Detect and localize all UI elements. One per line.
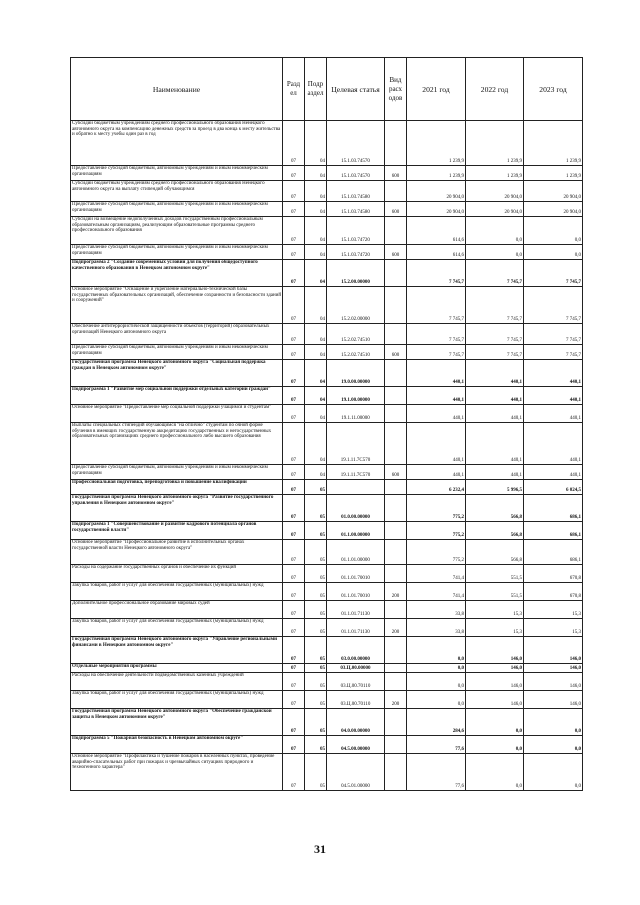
- cell-razd: 07: [283, 664, 305, 673]
- cell-podr: 05: [305, 637, 327, 664]
- cell-vr: [385, 495, 407, 522]
- table-row: [71, 583, 583, 601]
- cell-2021: 775,2: [407, 522, 466, 540]
- cell-2022: 0,0: [466, 754, 524, 791]
- cell-razd: 07: [283, 345, 305, 360]
- cell-name: Основное мероприятие "Профессиональное развитие в исполнительных органах государственной власти Ненецкого автономного округа": [71, 540, 283, 565]
- table-row: [71, 540, 583, 565]
- cell-vr: [385, 709, 407, 736]
- cell-vr: [385, 673, 407, 691]
- cell-2022: 5 996,5: [466, 480, 524, 495]
- cell-2023: 686,1: [524, 540, 583, 565]
- cell-vr: [385, 565, 407, 583]
- cell-2021: 440,1: [407, 387, 466, 405]
- cell-podr: 05: [305, 736, 327, 754]
- cell-vr: [385, 387, 407, 405]
- cell-2021: 33,8: [407, 619, 466, 637]
- cell-name: Подпрограмма 2 "Создание современных условий для получения общедоступного качественного образования в Ненецком автономном округе": [71, 260, 283, 287]
- table-row: [71, 601, 583, 619]
- cell-2023: 15,3: [524, 601, 583, 619]
- cell-2022: 146,0: [466, 691, 524, 709]
- cell-name: Предоставление субсидий бюджетным, автономным учреждениям и иным некоммерческим организациям: [71, 166, 283, 181]
- cell-vr: 600: [385, 465, 407, 480]
- cell-2023: 7 745,7: [524, 287, 583, 324]
- table-row: [71, 245, 583, 260]
- cell-name: Подпрограмма 1 "Развитие мер социальной поддержки отдельных категорий граждан": [71, 387, 283, 405]
- cell-2023: 670,8: [524, 565, 583, 583]
- cell-vr: 600: [385, 166, 407, 181]
- cell-podr: 05: [305, 673, 327, 691]
- cell-podr: 05: [305, 565, 327, 583]
- table-row: [71, 480, 583, 495]
- cell-2022: 7 745,7: [466, 260, 524, 287]
- cell-2023: 7 745,7: [524, 324, 583, 345]
- cell-2021: 7 745,7: [407, 324, 466, 345]
- cell-2022: 1 239,9: [466, 166, 524, 181]
- table-row: [71, 260, 583, 287]
- cell-name: Государственная программа Ненецкого автономного округа "Обеспечение гражданской защиты в Ненецком автономном округе": [71, 709, 283, 736]
- cell-cs: 01.1.01.71130: [327, 619, 385, 637]
- cell-2022: 440,1: [466, 405, 524, 423]
- cell-vr: 200: [385, 691, 407, 709]
- cell-name: Выплаты специальных стипендий обучающимся "на отлично" студентам по очной форме обучения в имеющих государственную аккредитацию государственных и негосударственных образовательных организациях среднего профессионального либо высшего образования: [71, 423, 283, 465]
- cell-name: Отдельные мероприятия программы: [71, 664, 283, 673]
- table-row: [71, 287, 583, 324]
- cell-razd: 07: [283, 754, 305, 791]
- cell-name: Субсидии бюджетным учреждениям среднего профессионального образования Ненецкого автономного округа на выплату стипендий обучающимся: [71, 181, 283, 202]
- cell-2023: 7 745,7: [524, 260, 583, 287]
- cell-razd: 07: [283, 166, 305, 181]
- cell-vr: [385, 540, 407, 565]
- cell-razd: 07: [283, 324, 305, 345]
- cell-2022: 15,3: [466, 601, 524, 619]
- cell-podr: 04: [305, 287, 327, 324]
- cell-podr: 05: [305, 495, 327, 522]
- cell-2021: 440,1: [407, 360, 466, 387]
- cell-vr: [385, 736, 407, 754]
- table-row: [71, 709, 583, 736]
- table-row: [71, 664, 583, 673]
- cell-name: Профессиональная подготовка, переподготовка и повышение квалификации: [71, 480, 283, 495]
- cell-podr: 04: [305, 324, 327, 345]
- cell-2022: 551,5: [466, 565, 524, 583]
- cell-2021: 1 239,9: [407, 121, 466, 166]
- cell-name: Предоставление субсидий бюджетным, автономным учреждениям и иным некоммерческим организациям: [71, 245, 283, 260]
- cell-podr: 05: [305, 691, 327, 709]
- cell-cs: 01.1.01.70010: [327, 565, 385, 583]
- cell-2022: 566,8: [466, 522, 524, 540]
- cell-2023: 0,0: [524, 736, 583, 754]
- cell-2023: 146,0: [524, 691, 583, 709]
- cell-razd: 07: [283, 637, 305, 664]
- cell-name: Подпрограмма 1 "Совершенствование и развитие кадрового потенциала органов государственной власти": [71, 522, 283, 540]
- cell-cs: 01.1.01.00000: [327, 540, 385, 565]
- cell-podr: 04: [305, 345, 327, 360]
- cell-name: Расходы на содержание государственных органов и обеспечение их функций: [71, 565, 283, 583]
- cell-cs: 19.1.00.00000: [327, 387, 385, 405]
- cell-2022: 440,1: [466, 423, 524, 465]
- cell-2023: 146,0: [524, 673, 583, 691]
- cell-podr: 04: [305, 245, 327, 260]
- cell-razd: 07: [283, 121, 305, 166]
- cell-vr: [385, 121, 407, 166]
- cell-2022: 7 745,7: [466, 345, 524, 360]
- col-header-vr: Вид расх одов: [385, 58, 407, 121]
- cell-cs: 15.1.03.74720: [327, 217, 385, 245]
- cell-vr: [385, 601, 407, 619]
- cell-2023: 6 024,5: [524, 480, 583, 495]
- cell-cs: 03.Ц.00.70110: [327, 673, 385, 691]
- table-row: [71, 565, 583, 583]
- cell-2021: 440,1: [407, 405, 466, 423]
- cell-podr: 05: [305, 664, 327, 673]
- cell-2023: 686,1: [524, 495, 583, 522]
- cell-2023: 15,3: [524, 619, 583, 637]
- cell-2023: 440,1: [524, 360, 583, 387]
- cell-2023: 20 904,0: [524, 181, 583, 202]
- cell-vr: [385, 664, 407, 673]
- table-row: [71, 522, 583, 540]
- cell-podr: 04: [305, 360, 327, 387]
- cell-name: Основное мероприятие "Предоставление мер социальной поддержки учащимся и студентам": [71, 405, 283, 423]
- cell-name: Основное мероприятие "Оснащение и укрепление материально-технической базы государственных образовательных организаций, обеспечение сохранности и безопасности зданий и сооружений": [71, 287, 283, 324]
- cell-2023: 0,0: [524, 217, 583, 245]
- cell-2023: 0,0: [524, 245, 583, 260]
- header-row: [71, 58, 583, 121]
- cell-2023: 0,0: [524, 754, 583, 791]
- cell-name: Предоставление субсидий бюджетным, автономным учреждениям и иным некоммерческим организациям: [71, 465, 283, 480]
- cell-2021: 0,0: [407, 664, 466, 673]
- cell-podr: 05: [305, 601, 327, 619]
- cell-2023: 7 745,7: [524, 345, 583, 360]
- cell-razd: 07: [283, 181, 305, 202]
- table-row: [71, 736, 583, 754]
- cell-podr: 05: [305, 619, 327, 637]
- cell-cs: [327, 480, 385, 495]
- cell-name: Закупка товаров, работ и услуг для обеспечения государственных (муниципальных) нужд: [71, 619, 283, 637]
- cell-name: Предоставление субсидий бюджетным, автономным учреждениям и иным некоммерческим организациям: [71, 202, 283, 217]
- cell-2022: 0,0: [466, 217, 524, 245]
- table-row: [71, 324, 583, 345]
- cell-razd: 07: [283, 360, 305, 387]
- cell-podr: 04: [305, 181, 327, 202]
- cell-cs: 15.1.03.74720: [327, 245, 385, 260]
- cell-2022: 440,1: [466, 360, 524, 387]
- cell-2021: 440,1: [407, 465, 466, 480]
- cell-cs: 03.Ц.00.70110: [327, 691, 385, 709]
- cell-podr: 05: [305, 583, 327, 601]
- cell-2022: 146,0: [466, 637, 524, 664]
- table-row: [71, 360, 583, 387]
- col-header-2021: 2021 год: [407, 58, 466, 121]
- cell-2021: 0,0: [407, 691, 466, 709]
- cell-2022: 551,5: [466, 583, 524, 601]
- cell-2021: 33,8: [407, 601, 466, 619]
- cell-2022: 15,3: [466, 619, 524, 637]
- col-header-razd: Разд ел: [283, 58, 305, 121]
- table-row: [71, 754, 583, 791]
- cell-razd: 07: [283, 260, 305, 287]
- cell-2022: 146,0: [466, 664, 524, 673]
- cell-razd: 07: [283, 480, 305, 495]
- table-row: [71, 405, 583, 423]
- cell-2022: 566,8: [466, 540, 524, 565]
- cell-cs: 15.2.02.00000: [327, 287, 385, 324]
- cell-razd: 07: [283, 465, 305, 480]
- table-row: [71, 345, 583, 360]
- col-header-2023: 2023 год: [524, 58, 583, 121]
- cell-podr: 04: [305, 423, 327, 465]
- cell-name: Подпрограмма 5 "Пожарная безопасность в Ненецком автономном округе": [71, 736, 283, 754]
- cell-vr: 600: [385, 345, 407, 360]
- cell-cs: 01.0.00.00000: [327, 495, 385, 522]
- cell-2022: 566,8: [466, 495, 524, 522]
- cell-2021: 7 745,7: [407, 345, 466, 360]
- budget-table: [70, 57, 583, 791]
- cell-name: Субсидии на возмещение недополученных доходов государственным профессиональным образовательным организациям, реализующим образовательные программы среднего профессионального образования: [71, 217, 283, 245]
- cell-name: Основное мероприятие "Профилактика и тушение пожаров в населённых пунктах, проведение аварийно-спасательных работ при пожарах и чрезвычайных ситуациях природного и техногенного характера": [71, 754, 283, 791]
- cell-vr: [385, 287, 407, 324]
- cell-cs: 04.0.00.00000: [327, 709, 385, 736]
- cell-name: Предоставление субсидий бюджетным, автономным учреждениям и иным некоммерческим организациям: [71, 345, 283, 360]
- cell-2023: 440,1: [524, 465, 583, 480]
- cell-2022: 7 745,7: [466, 324, 524, 345]
- cell-cs: 04.5.01.00000: [327, 754, 385, 791]
- col-header-podr: Подр аздел: [305, 58, 327, 121]
- cell-vr: [385, 522, 407, 540]
- cell-podr: 05: [305, 522, 327, 540]
- cell-podr: 04: [305, 202, 327, 217]
- cell-2021: 775,2: [407, 540, 466, 565]
- cell-vr: [385, 260, 407, 287]
- cell-vr: 600: [385, 202, 407, 217]
- cell-podr: 04: [305, 121, 327, 166]
- cell-podr: 05: [305, 709, 327, 736]
- cell-podr: 04: [305, 387, 327, 405]
- cell-cs: 15.2.02.74510: [327, 324, 385, 345]
- cell-razd: 07: [283, 565, 305, 583]
- col-header-2022: 2022 год: [466, 58, 524, 121]
- cell-podr: 04: [305, 465, 327, 480]
- col-header-cs: Целевая статья: [327, 58, 385, 121]
- cell-razd: 07: [283, 217, 305, 245]
- cell-vr: [385, 324, 407, 345]
- cell-cs: 15.1.03.74580: [327, 202, 385, 217]
- cell-cs: 15.1.03.74570: [327, 166, 385, 181]
- cell-name: Закупка товаров, работ и услуг для обеспечения государственных (муниципальных) нужд: [71, 583, 283, 601]
- cell-cs: 03.Ц.00.00000: [327, 664, 385, 673]
- cell-razd: 07: [283, 495, 305, 522]
- cell-name: Государственная программа Ненецкого автономного округа "Социальная поддержка граждан в Ненецком автономном округе": [71, 360, 283, 387]
- cell-vr: [385, 754, 407, 791]
- cell-razd: 07: [283, 540, 305, 565]
- cell-2021: 77,6: [407, 736, 466, 754]
- cell-name: Государственная программа Ненецкого автономного округа "Управление региональными финансами в Ненецком автономном округе": [71, 637, 283, 664]
- table-row: [71, 387, 583, 405]
- cell-podr: 04: [305, 260, 327, 287]
- budget-sheet: [70, 57, 582, 791]
- cell-cs: 19.1.11.7С570: [327, 465, 385, 480]
- cell-2021: 775,2: [407, 495, 466, 522]
- cell-razd: 07: [283, 619, 305, 637]
- cell-podr: 04: [305, 217, 327, 245]
- cell-cs: 03.0.00.00000: [327, 637, 385, 664]
- cell-2023: 146,0: [524, 637, 583, 664]
- cell-cs: 01.1.01.70010: [327, 583, 385, 601]
- cell-2023: 686,1: [524, 522, 583, 540]
- cell-name: Государственная программа Ненецкого автономного округа "Развитие государственного управления в Ненецком автономном округе": [71, 495, 283, 522]
- cell-podr: 05: [305, 540, 327, 565]
- cell-2022: 146,0: [466, 673, 524, 691]
- cell-podr: 04: [305, 405, 327, 423]
- cell-2023: 440,1: [524, 405, 583, 423]
- cell-razd: 07: [283, 202, 305, 217]
- cell-2022: 20 904,0: [466, 202, 524, 217]
- cell-2023: 146,0: [524, 664, 583, 673]
- cell-2022: 440,1: [466, 387, 524, 405]
- cell-name: Дополнительное профессиональное образование мировых судей: [71, 601, 283, 619]
- cell-vr: [385, 637, 407, 664]
- table-row: [71, 637, 583, 664]
- cell-2022: 20 904,0: [466, 181, 524, 202]
- cell-vr: [385, 217, 407, 245]
- cell-cs: 15.1.03.74580: [327, 181, 385, 202]
- cell-2021: 1 239,9: [407, 166, 466, 181]
- cell-2021: 614,6: [407, 217, 466, 245]
- cell-cs: 15.2.02.74510: [327, 345, 385, 360]
- cell-vr: [385, 480, 407, 495]
- cell-2022: 0,0: [466, 709, 524, 736]
- cell-name: Субсидии бюджетным учреждениям среднего профессионального образования Ненецкого автономного округа на компенсацию денежных средств за проезд в два конца к месту жительства и обратно к месту учебы один раз в год: [71, 121, 283, 166]
- cell-2023: 440,1: [524, 423, 583, 465]
- cell-2021: 77,6: [407, 754, 466, 791]
- cell-vr: [385, 360, 407, 387]
- cell-2022: 7 745,7: [466, 287, 524, 324]
- cell-cs: 15.2.00.00000: [327, 260, 385, 287]
- cell-2022: 0,0: [466, 736, 524, 754]
- cell-razd: 07: [283, 522, 305, 540]
- cell-razd: 07: [283, 423, 305, 465]
- cell-2021: 741,4: [407, 565, 466, 583]
- cell-2021: 6 232,4: [407, 480, 466, 495]
- cell-razd: 07: [283, 245, 305, 260]
- col-header-name: Наименование: [71, 58, 283, 121]
- cell-2022: 1 239,9: [466, 121, 524, 166]
- table-row: [71, 121, 583, 166]
- cell-2021: 20 904,0: [407, 181, 466, 202]
- cell-cs: 15.1.03.74570: [327, 121, 385, 166]
- cell-razd: 07: [283, 673, 305, 691]
- table-row: [71, 495, 583, 522]
- cell-razd: 07: [283, 709, 305, 736]
- cell-vr: 200: [385, 619, 407, 637]
- table-row: [71, 181, 583, 202]
- cell-cs: 01.1.00.00000: [327, 522, 385, 540]
- cell-cs: 04.5.00.00000: [327, 736, 385, 754]
- cell-razd: 07: [283, 601, 305, 619]
- cell-2023: 1 239,9: [524, 166, 583, 181]
- cell-2023: 670,8: [524, 583, 583, 601]
- cell-vr: 600: [385, 245, 407, 260]
- table-row: [71, 166, 583, 181]
- cell-2022: 0,0: [466, 245, 524, 260]
- cell-vr: [385, 405, 407, 423]
- cell-razd: 07: [283, 405, 305, 423]
- cell-2021: 20 904,0: [407, 202, 466, 217]
- cell-name: Закупка товаров, работ и услуг для обеспечения государственных (муниципальных) нужд: [71, 691, 283, 709]
- cell-razd: 07: [283, 583, 305, 601]
- cell-2023: 1 239,9: [524, 121, 583, 166]
- table-row: [71, 619, 583, 637]
- table-row: [71, 673, 583, 691]
- page-number: 31: [314, 842, 326, 856]
- cell-vr: [385, 423, 407, 465]
- table-row: [71, 202, 583, 217]
- cell-razd: 07: [283, 736, 305, 754]
- cell-2021: 440,1: [407, 423, 466, 465]
- cell-cs: 19.1.11.00000: [327, 405, 385, 423]
- table-row: [71, 423, 583, 465]
- cell-razd: 07: [283, 691, 305, 709]
- cell-vr: 200: [385, 583, 407, 601]
- cell-2023: 0,0: [524, 709, 583, 736]
- cell-2021: 7 745,7: [407, 260, 466, 287]
- cell-name: Обеспечение антитеррористической защищенности объектов (территорий) образовательных организаций Ненецкого автономного округа: [71, 324, 283, 345]
- cell-2023: 440,1: [524, 387, 583, 405]
- table-body: [71, 121, 583, 791]
- cell-podr: 05: [305, 754, 327, 791]
- cell-2022: 440,1: [466, 465, 524, 480]
- cell-2021: 614,6: [407, 245, 466, 260]
- cell-razd: 07: [283, 387, 305, 405]
- table-row: [71, 217, 583, 245]
- cell-razd: 07: [283, 287, 305, 324]
- table-row: [71, 465, 583, 480]
- table-row: [71, 691, 583, 709]
- cell-cs: 19.1.11.7С570: [327, 423, 385, 465]
- cell-podr: 05: [305, 480, 327, 495]
- cell-podr: 04: [305, 166, 327, 181]
- cell-vr: [385, 181, 407, 202]
- cell-2023: 20 904,0: [524, 202, 583, 217]
- cell-2021: 0,0: [407, 673, 466, 691]
- cell-name: Расходы на обеспечение деятельности подведомственных казенных учреждений: [71, 673, 283, 691]
- cell-2021: 7 745,7: [407, 287, 466, 324]
- cell-2021: 741,4: [407, 583, 466, 601]
- cell-cs: 01.1.01.71130: [327, 601, 385, 619]
- cell-cs: 19.0.00.00000: [327, 360, 385, 387]
- cell-2021: 284,6: [407, 709, 466, 736]
- cell-2021: 0,0: [407, 637, 466, 664]
